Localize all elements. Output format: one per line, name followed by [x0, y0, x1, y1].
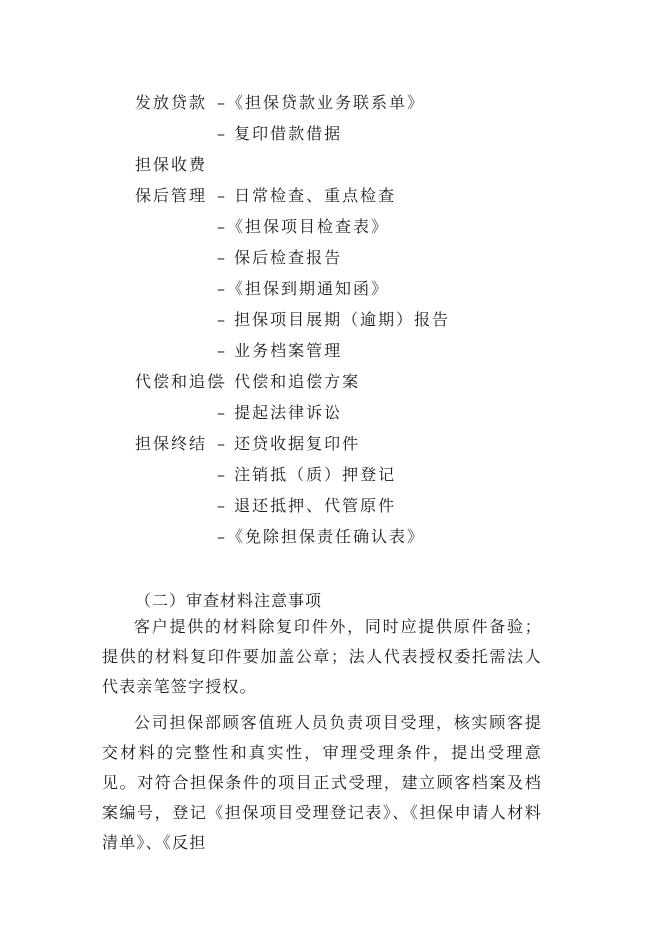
- flow-stage-label: 代偿和追偿: [135, 372, 226, 391]
- flow-step-item: – 业务档案管理: [217, 341, 343, 360]
- flow-step-item: – 提起法律诉讼: [217, 403, 343, 422]
- flow-step-item: – 代偿和追偿方案: [217, 372, 361, 391]
- flow-step-item: – 还贷收据复印件: [217, 434, 361, 453]
- flow-step-item: – 注销抵（质）押登记: [217, 465, 397, 484]
- flow-step-item: –《担保贷款业务联系单》: [217, 93, 426, 112]
- flow-step-item: – 复印借款借据: [217, 124, 343, 143]
- flow-step-item: –《担保到期通知函》: [217, 279, 390, 298]
- flow-stage-label: 担保终结: [135, 434, 208, 453]
- flow-stage-label: 担保收费: [135, 155, 208, 174]
- flow-step-item: –《免除担保责任确认表》: [217, 527, 426, 546]
- paragraph-acceptance: 公司担保部顾客值班人员负责项目受理，核实顾客提交材料的完整性和真实性，审理受理条件，提出受理意见。对符合担保条件的项目正式受理，建立顾客档案及档案编号，登记《担保项目受理登记表》、《担保申请人材料清单》、《反担: [102, 713, 542, 852]
- flow-step-item: – 日常检查、重点检查: [217, 186, 397, 205]
- flow-stage-label: 保后管理: [135, 186, 208, 205]
- flow-step-item: –《担保项目检查表》: [217, 217, 390, 236]
- flow-stage-label: 发放贷款: [135, 93, 208, 112]
- flow-step-item: – 保后检查报告: [217, 248, 343, 267]
- flow-step-item: – 退还抵押、代管原件: [217, 496, 397, 515]
- section-heading: （二）审查材料注意事项: [135, 591, 323, 610]
- flow-step-item: – 担保项目展期（逾期）报告: [217, 310, 451, 329]
- paragraph-materials: 客户提供的材料除复印件外，同时应提供原件备验；提供的材料复印件要加盖公章；法人代表授权委托需法人代表亲笔签字授权。: [102, 617, 542, 696]
